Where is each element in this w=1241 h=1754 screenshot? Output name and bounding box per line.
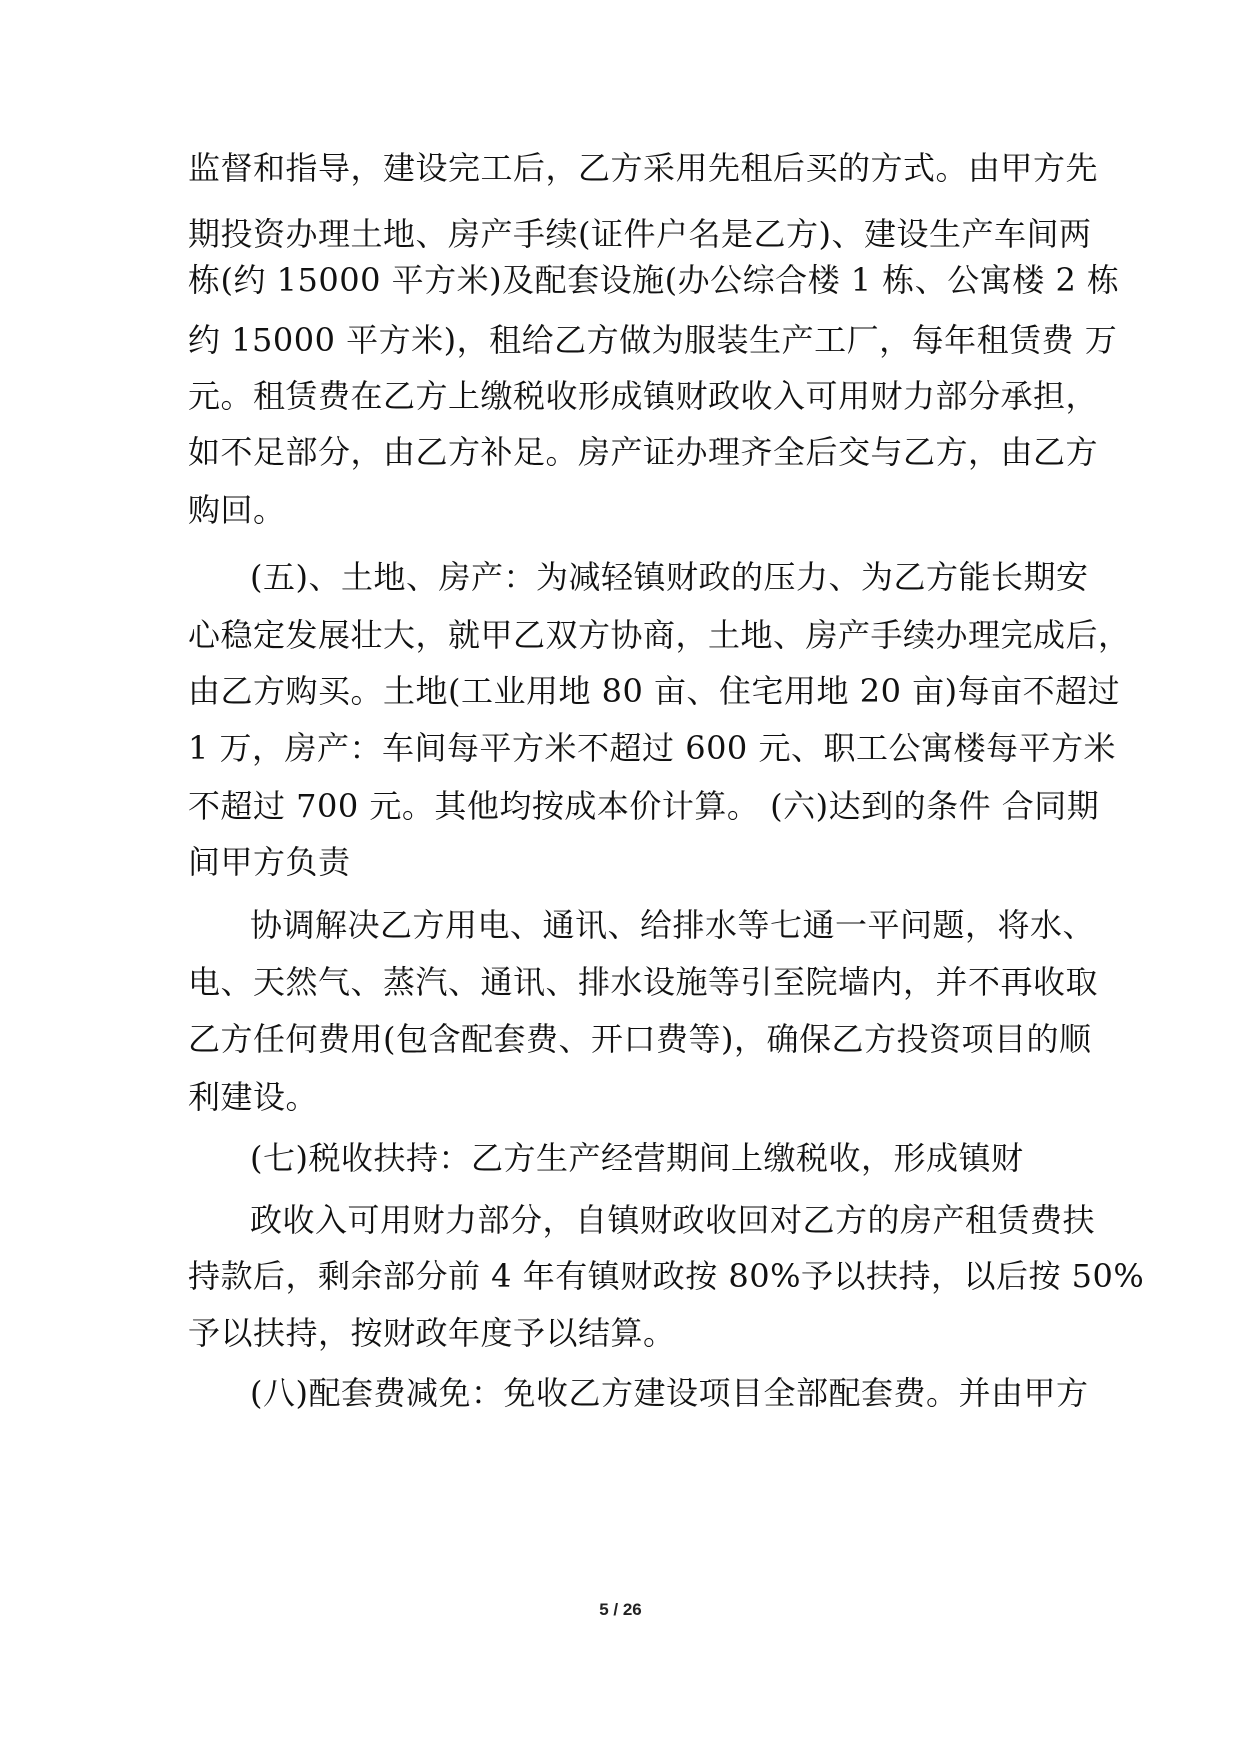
paragraph-seven-heading: (七)税收扶持：乙方生产经营期间上缴税收，形成镇财 xyxy=(250,1139,1024,1177)
body-text-line: 1 万，房产：车间每平方米不超过 600 元、职工公寓楼每平方米 xyxy=(188,729,1116,767)
body-text-line: 期投资办理土地、房产手续(证件户名是乙方)、建设生产车间两 xyxy=(188,215,1092,253)
paragraph-five-heading: (五)、土地、房产：为减轻镇财政的压力、为乙方能长期安 xyxy=(250,558,1089,596)
body-text-line: 栋(约 15000 平方米)及配套设施(办公综合楼 1 栋、公寓楼 2 栋 xyxy=(188,261,1120,299)
page-number: 5 / 26 xyxy=(599,1600,642,1619)
body-text-line: 约 15000 平方米)，租给乙方做为服装生产工厂，每年租赁费 万 xyxy=(188,321,1118,359)
body-text-line: 由乙方购买。土地(工业用地 80 亩、住宅用地 20 亩)每亩不超过 xyxy=(188,672,1121,710)
body-text-line: 元。租赁费在乙方上缴税收形成镇财政收入可用财力部分承担， xyxy=(188,377,1099,415)
body-text-line: 心稳定发展壮大，就甲乙双方协商，土地、房产手续办理完成后， xyxy=(188,616,1131,654)
body-text-line: 持款后，剩余部分前 4 年有镇财政按 80%予以扶持，以后按 50% xyxy=(188,1257,1145,1295)
body-text-line: 不超过 700 元。其他均按成本价计算。 (六)达到的条件 合同期 xyxy=(188,787,1100,825)
body-text-line: 协调解决乙方用电、通讯、给排水等七通一平问题，将水、 xyxy=(250,906,1096,944)
body-text-line: 予以扶持，按财政年度予以结算。 xyxy=(188,1314,676,1352)
body-text-line: 乙方任何费用(包含配套费、开口费等)，确保乙方投资项目的顺 xyxy=(188,1020,1092,1058)
paragraph-eight-heading: (八)配套费减免：免收乙方建设项目全部配套费。并由甲方 xyxy=(250,1374,1089,1412)
body-text-line: 利建设。 xyxy=(188,1078,319,1116)
body-text-line: 购回。 xyxy=(188,491,286,529)
body-text-line: 间甲方负责 xyxy=(188,843,351,881)
body-text-line: 政收入可用财力部分，自镇财政收回对乙方的房产租赁费扶 xyxy=(250,1201,1096,1239)
body-text-line: 电、天然气、蒸汽、通讯、排水设施等引至院墙内，并不再收取 xyxy=(188,963,1099,1001)
body-text-line: 监督和指导，建设完工后，乙方采用先租后买的方式。由甲方先 xyxy=(188,149,1099,187)
body-text-line: 如不足部分，由乙方补足。房产证办理齐全后交与乙方，由乙方 xyxy=(188,433,1099,471)
